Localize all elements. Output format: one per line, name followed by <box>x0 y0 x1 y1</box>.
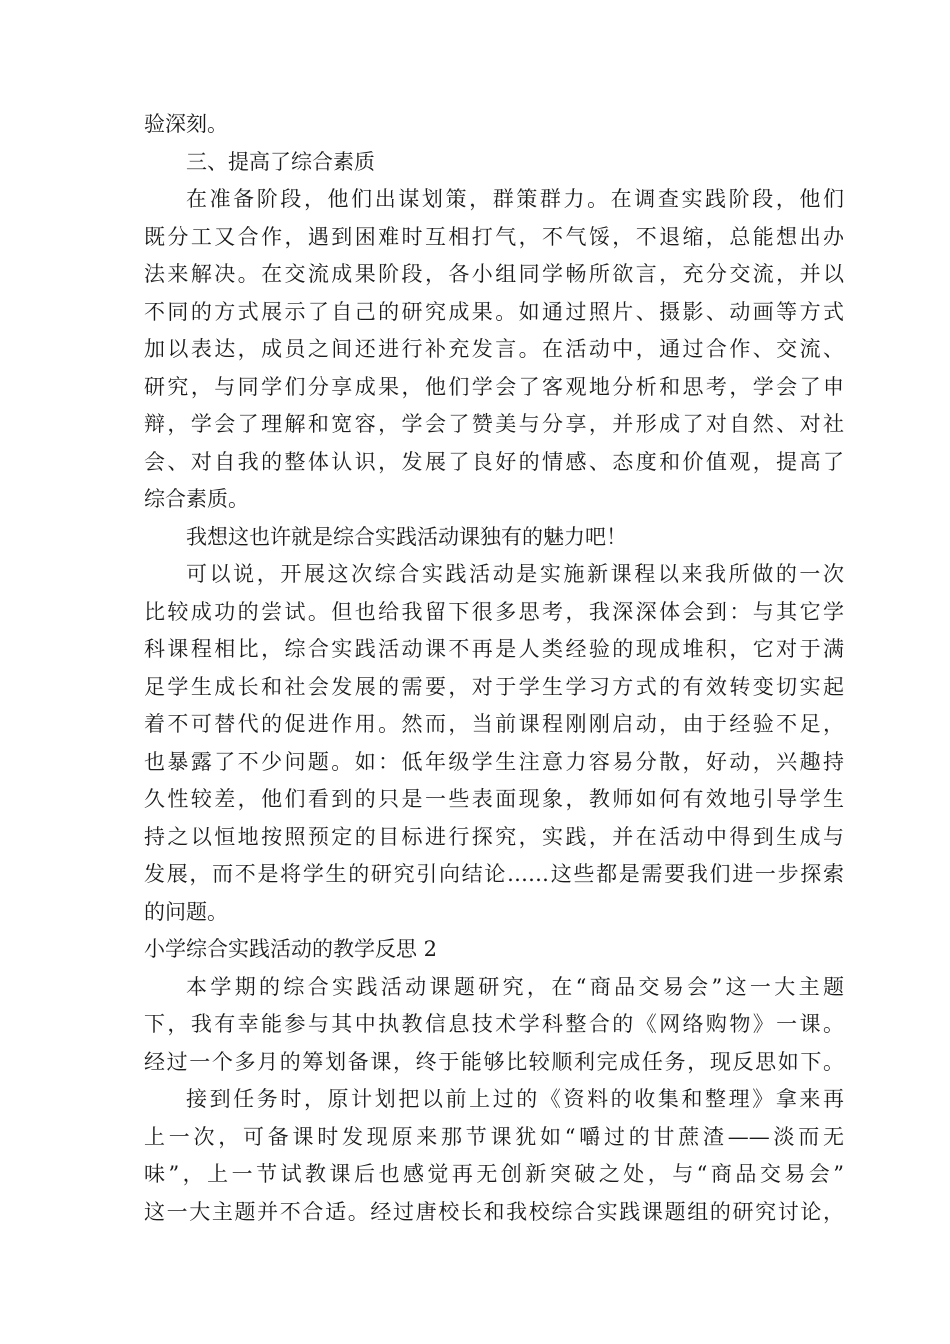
text-line: 也暴露了不少问题。如：低年级学生注意力容易分散，好动，兴趣持 <box>144 749 844 774</box>
text-line: 科课程相比，综合实践活动课不再是人类经验的现成堆积，它对于满 <box>144 637 844 661</box>
text-line: 加以表达，成员之间还进行补充发言。在活动中，通过合作、交流、 <box>144 337 844 361</box>
text-line: 下，我有幸能参与其中执教信息技术学科整合的《网络购物》一课。 <box>144 1012 844 1036</box>
text-line: 着不可替代的促进作用。然而，当前课程刚刚启动，由于经验不足， <box>144 712 844 736</box>
text-line: 不同的方式展示了自己的研究成果。如通过照片、摄影、动画等方式 <box>144 299 844 324</box>
text-line: 我想这也许就是综合实践活动课独有的魅力吧！ <box>186 524 627 549</box>
text-line: 久性较差，他们看到的只是一些表面现象，教师如何有效地引导学生 <box>144 787 844 811</box>
text-line: 会、对自我的整体认识，发展了良好的情感、态度和价值观，提高了 <box>144 449 844 474</box>
text-line: 可以说，开展这次综合实践活动是实施新课程以来我所做的一次 <box>186 562 844 586</box>
text-line: 足学生成长和社会发展的需要，对于学生学习方式的有效转变切实起 <box>144 674 844 699</box>
text-line: 经过一个多月的筹划备课，终于能够比较顺利完成任务，现反思如下。 <box>144 1049 844 1074</box>
text-line: 的问题。 <box>144 899 228 924</box>
text-line: 小学综合实践活动的教学反思 2 <box>144 937 438 961</box>
text-line: 味”，上一节试教课后也感觉再无创新突破之处，与“商品交易会” <box>144 1162 844 1186</box>
text-line: 发展，而不是将学生的研究引向结论……这些都是需要我们进一步探索 <box>144 862 844 886</box>
text-line: 上一次，可备课时发现原来那节课犹如“嚼过的甘蔗渣——淡而无 <box>144 1124 844 1149</box>
text-line: 这一大主题并不合适。经过唐校长和我校综合实践课题组的研究讨论， <box>144 1199 844 1224</box>
text-line: 辩，学会了理解和宽容，学会了赞美与分享，并形成了对自然、对社 <box>144 412 844 436</box>
text-line: 研究，与同学们分享成果，他们学会了客观地分析和思考，学会了申 <box>144 374 844 399</box>
text-line: 接到任务时，原计划把以前上过的《资料的收集和整理》拿来再 <box>186 1087 844 1111</box>
text-line: 三、提高了综合素质 <box>186 149 375 174</box>
text-line: 既分工又合作，遇到困难时互相打气，不气馁，不退缩，总能想出办 <box>144 224 844 249</box>
text-line: 法来解决。在交流成果阶段，各小组同学畅所欲言，充分交流，并以 <box>144 262 844 286</box>
text-line: 持之以恒地按照预定的目标进行探究，实践，并在活动中得到生成与 <box>144 824 844 849</box>
text-line: 本学期的综合实践活动课题研究，在“商品交易会”这一大主题 <box>186 974 844 999</box>
text-line: 综合素质。 <box>144 487 249 511</box>
text-line: 比较成功的尝试。但也给我留下很多思考，我深深体会到：与其它学 <box>144 599 844 624</box>
text-line: 验深刻。 <box>144 112 228 136</box>
text-line: 在准备阶段，他们出谋划策，群策群力。在调查实践阶段，他们 <box>186 187 844 211</box>
document-body <box>144 106 844 1231</box>
